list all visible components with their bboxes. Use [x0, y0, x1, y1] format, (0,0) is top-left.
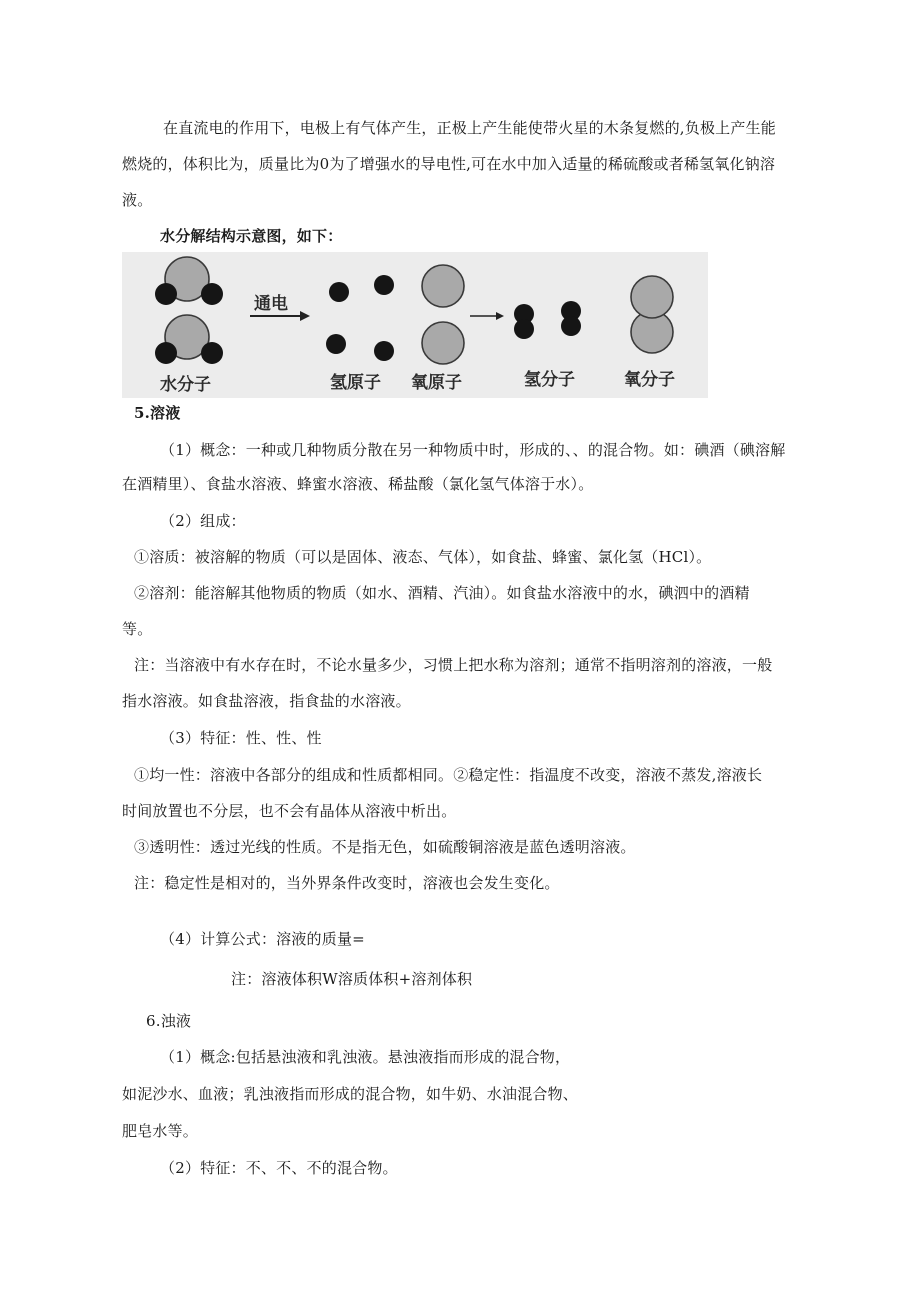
hydrogen-atom — [326, 334, 346, 354]
hydrogen-atom — [329, 282, 349, 302]
hydrogen-molecule — [514, 304, 534, 339]
paragraph-line: 注：稳定性是相对的，当外界条件改变时，溶液也会发生变化。 — [134, 874, 560, 892]
paragraph-line: （2）组成： — [160, 512, 246, 530]
label-hydrogen-molecule: 氢分子 — [524, 370, 575, 390]
water-molecule-top — [155, 257, 223, 305]
hydrogen-atom — [374, 341, 394, 361]
water-molecule-bottom — [155, 315, 223, 364]
section-title: 5.溶液 — [134, 404, 181, 422]
label-electrolysis: 通电 — [254, 294, 288, 314]
label-water-molecule: 水分子 — [160, 375, 211, 395]
oxygen-molecule — [631, 276, 673, 353]
paragraph-line: ②溶剂：能溶解其他物质的物质（如水、酒精、汽油）。如食盐水溶液中的水，碘泗中的酒精 — [134, 584, 750, 602]
paragraph-line: 在直流电的作用下，电极上有气体产生，正极上产生能使带火星的木条复燃的,负极上产生能 — [163, 119, 776, 137]
label-oxygen-molecule: 氧分子 — [624, 370, 675, 390]
paragraph-line: （4）计算公式：溶液的质量= — [160, 930, 365, 948]
hydrogen-molecule — [561, 301, 581, 336]
hydrogen-atom — [374, 275, 394, 295]
paragraph-line: 等。 — [122, 620, 153, 638]
figure-caption: 水分解结构示意图，如下： — [160, 227, 343, 245]
paragraph-line: （1）概念：一种或几种物质分散在另一种物质中时，形成的、、的混合物。如：碘酒（碘溶解 — [160, 441, 786, 459]
water-decomposition-diagram — [122, 252, 708, 398]
label-oxygen-atom: 氧原子 — [411, 373, 462, 393]
arrow-head — [300, 311, 310, 321]
paragraph-line: 注：溶液体积W溶质体积+溶剂体积 — [231, 970, 473, 988]
paragraph-line: ③透明性：透过光线的性质。不是指无色，如硫酸铜溶液是蓝色透明溶液。 — [134, 838, 636, 856]
paragraph-line: 如泥沙水、血液；乳浊液指而形成的混合物，如牛奶、水油混合物、 — [122, 1085, 579, 1103]
paragraph-line: 在酒精里）、食盐水溶液、蜂蜜水溶液、稀盐酸（氯化氢气体溶于水）。 — [122, 475, 594, 493]
paragraph-line: ①溶质：被溶解的物质（可以是固体、液态、气体），如食盐、蜂蜜、氯化氢（HCl）。 — [134, 548, 712, 566]
paragraph-line: 肥皂水等。 — [122, 1122, 199, 1140]
paragraph-line: 注：当溶液中有水存在时，不论水量多少，习惯上把水称为溶剂；通常不指明溶剂的溶液，一般 — [134, 656, 773, 674]
paragraph-line: ①均一性：溶液中各部分的组成和性质都相同。②稳定性：指温度不改变，溶液不蒸发,溶液长 — [134, 766, 763, 784]
arrow-head — [496, 312, 504, 320]
oxygen-atom — [422, 322, 464, 364]
paragraph-line: （2）特征：不、不、不的混合物。 — [160, 1159, 398, 1177]
paragraph-line: 指水溶液。如食盐溶液，指食盐的水溶液。 — [122, 692, 411, 710]
section-title: 6.浊液 — [146, 1012, 192, 1030]
oxygen-atom — [422, 265, 464, 307]
paragraph-line: 燃烧的，体积比为，质量比为0为了增强水的导电性,可在水中加入适量的稀硫酸或者稀氢氧化钠溶 — [122, 155, 776, 173]
label-hydrogen-atom: 氢原子 — [330, 373, 381, 393]
paragraph-line: 液。 — [122, 191, 153, 209]
paragraph-line: （3）特征：性、性、性 — [160, 729, 322, 747]
paragraph-line: 时间放置也不分层，也不会有晶体从溶液中析出。 — [122, 802, 457, 820]
paragraph-line: （1）概念:包括悬浊液和乳浊液。悬浊液指而形成的混合物， — [160, 1048, 571, 1066]
